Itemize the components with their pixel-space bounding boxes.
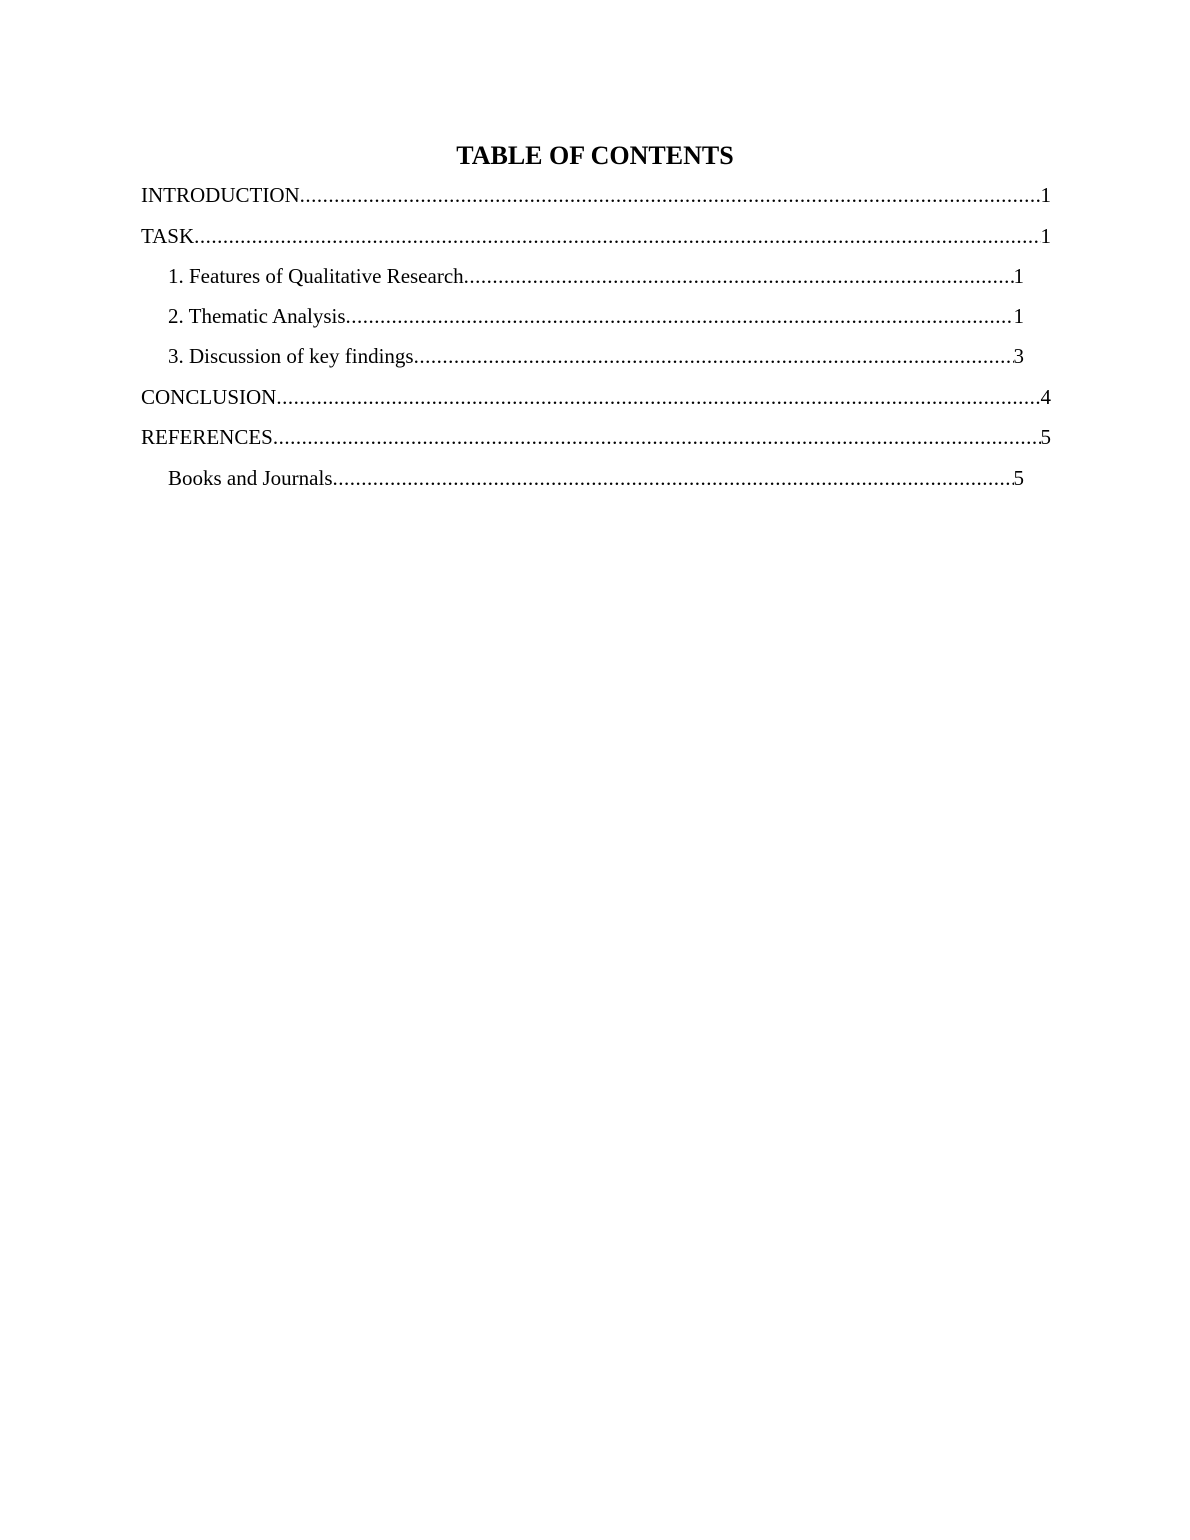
toc-entry-features-of-qualitative-research[interactable] [168, 261, 1024, 291]
toc-entry-label: CONCLUSION [141, 385, 277, 409]
toc-entry-label: 2. Thematic Analysis [168, 304, 346, 328]
toc-dot-leader [194, 221, 1040, 251]
toc-entry-page-number: 5 [1040, 425, 1051, 449]
toc-entry-label: Books and Journals [168, 466, 333, 490]
toc-dot-leader [414, 341, 1014, 371]
toc-entry-label: TASK [141, 224, 195, 248]
toc-entry-conclusion[interactable] [141, 382, 1051, 412]
toc-entry-introduction[interactable] [141, 180, 1051, 210]
toc-entry-page-number: 1 [1013, 304, 1024, 328]
toc-entry-references[interactable] [141, 422, 1051, 452]
toc-dot-leader [276, 382, 1040, 412]
toc-entry-discussion-of-key-findings[interactable] [168, 341, 1024, 371]
toc-entry-label: REFERENCES [141, 425, 273, 449]
toc-entry-page-number: 1 [1040, 183, 1051, 207]
toc-entry-page-number: 1 [1040, 224, 1051, 248]
toc-entry-page-number: 1 [1013, 264, 1024, 288]
toc-title: TABLE OF CONTENTS [456, 141, 734, 170]
toc-dot-leader [333, 463, 1014, 493]
toc-dot-leader [273, 422, 1041, 452]
toc-entry-thematic-analysis[interactable] [168, 301, 1024, 331]
toc-entry-label: INTRODUCTION [141, 183, 300, 207]
toc-dot-leader [300, 180, 1041, 210]
toc-entry-label: 3. Discussion of key findings [168, 344, 414, 368]
toc-dot-leader [346, 301, 1014, 331]
toc-entry-page-number: 5 [1013, 466, 1024, 490]
toc-entry-label: 1. Features of Qualitative Research [168, 264, 464, 288]
toc-dot-leader [464, 261, 1014, 291]
toc-entry-page-number: 3 [1013, 344, 1024, 368]
toc-entry-page-number: 4 [1040, 385, 1051, 409]
toc-entry-task[interactable] [141, 221, 1051, 251]
toc-entry-books-and-journals[interactable] [168, 463, 1024, 493]
